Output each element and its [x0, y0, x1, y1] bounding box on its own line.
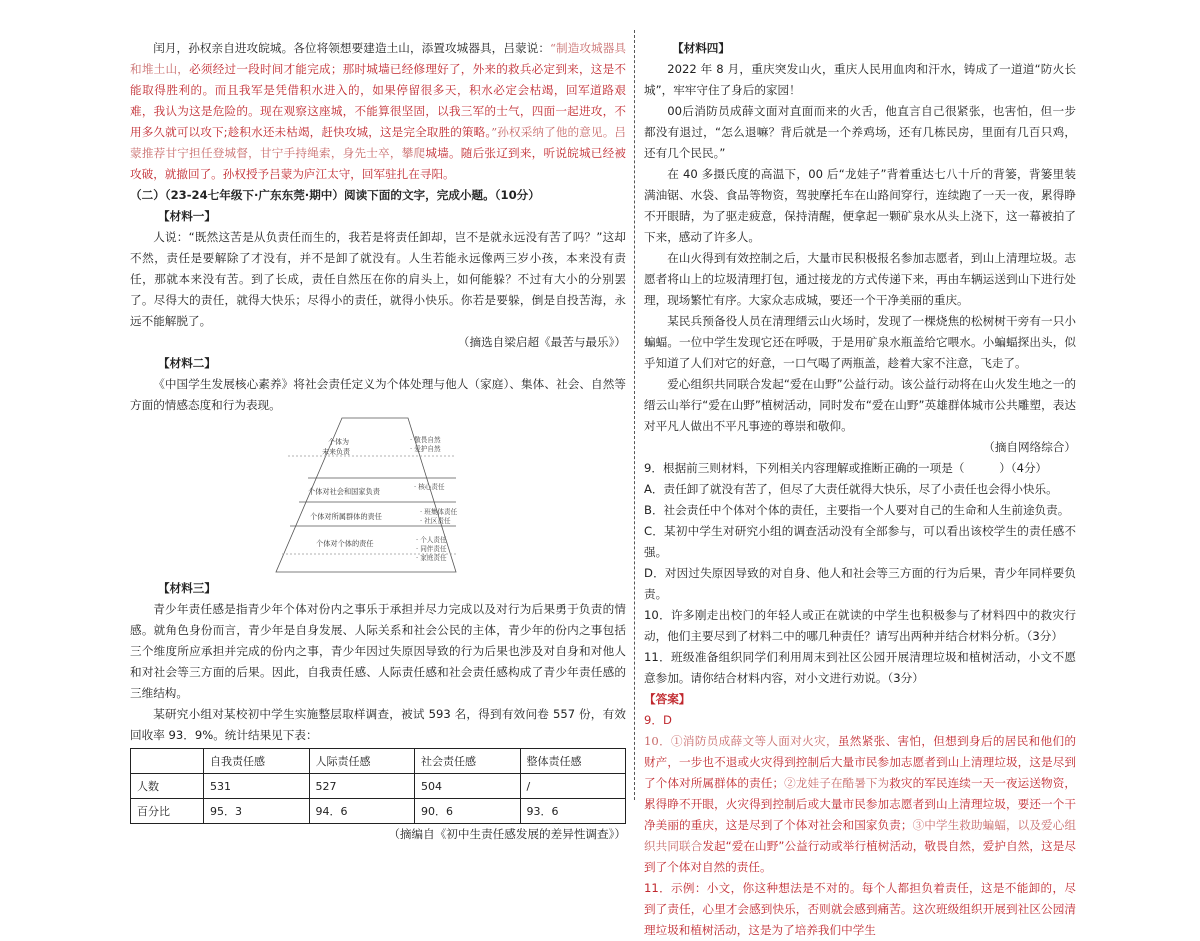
answer-11: 11．示例：小文，你这种想法是不对的。每个人都担负着责任，这是不能卸的，尽到了责任，心里才会感到快乐，否则就会感到痛苦。这次班级组织开展到社区公园清理垃圾和植树活动，这是为了培养我们中学生 [644, 881, 1076, 937]
material-4-paragraph: 00后消防员成薛文面对直面而来的火舌，他直言自己很紧张，也害怕，但一步都没有退过，“怎么退嘛？背后就是一个养鸡场，还有几栋民房，里面有几百只鸡，还有几个民民。” [644, 104, 1076, 160]
table-cell: 95．3 [204, 799, 310, 824]
material-4-source: （摘自网络综合） [983, 440, 1076, 454]
table-cell: / [520, 774, 626, 799]
table-cell: 94．6 [309, 799, 415, 824]
pyramid-note: · 个人责任 [416, 536, 447, 544]
pyramid-note: · 班集体责任 [420, 508, 458, 516]
question-9-option-a: A．责任卸了就没有苦了，但尽了大责任就得大快乐，尽了小责任也会得小快乐。 [644, 482, 1058, 496]
material-4-title: 【材料四】 [672, 41, 730, 55]
question-9: 9．根据前三则材料，下列相关内容理解或推断正确的一项是（ ）（4分） [644, 461, 1048, 475]
table-header-cell: 整体责任感 [520, 749, 626, 774]
material-1-title: 【材料一】 [158, 209, 216, 223]
right-column [644, 38, 1076, 941]
pyramid-level-1-line1: 个体为 [328, 438, 349, 446]
material-2-title: 【材料二】 [158, 356, 216, 370]
table-row [131, 774, 626, 799]
column-divider [634, 30, 635, 800]
table-cell: 531 [204, 774, 310, 799]
material-4-paragraph: 2022 年 8 月，重庆突发山火，重庆人民用血肉和汗水，铸成了一道道“防火长城”，牢牢守住了身后的家园！ [644, 62, 1076, 97]
material-3-text: 青少年责任感是指青少年个体对份内之事乐于承担并尽力完成以及对行为后果勇于负责的情感。就角色身份而言，青少年是自身发展、人际关系和社会公民的主体，青少年的份内之事包括三个维度所应承担并完成的份内之事，青少年因过失原因导致的行为后果也涉及对自身和对他人和对社会等三方面的后果。因此，自我责任感、人际责任感和社会责任感构成了青少年责任感的三维结构。 [130, 602, 626, 700]
responsibility-pyramid [270, 416, 500, 576]
material-1-text: 人说：“既然这苦是从负责任而生的，我若是将责任卸却，岂不是就永远没有苦了吗？”这却不然，责任是要解除了才没有，并不是卸了就没有。人生若能永远像两三岁小孩，本来没有责任，那就本来没有苦。到了长成，责任自然压在你的肩头上，如何能躲？不过有大小的分别罢了。尽得大的责任，就得大快乐；尽得小的责任，就得小快乐。你若是要躲，倒是自投苦海，永远不能解脱了。 [130, 230, 626, 328]
pyramid-level-4: 个体对个体的责任 [316, 539, 374, 548]
material-4-paragraph: 某民兵预备役人员在清理缙云山火场时，发现了一棵烧焦的松树树干旁有一只小蝙蝠。一位中学生发现它还在呼吸，于是用矿泉水瓶盖给它喂水。小蝙蝠探出头，似乎知道了人们对它的好意，一口气喝了两瓶盖，趁着大家不注意，飞走了。 [644, 314, 1076, 370]
pyramid-note: · 同伴责任 [416, 545, 447, 553]
question-9-option-d: D．对因过失原因导致的对自身、他人和社会等三方面的行为后果，青少年同样要负责。 [644, 566, 1076, 601]
table-cell: 93．6 [520, 799, 626, 824]
left-column [130, 38, 626, 845]
text-segment: “制造攻城器具和堆土山， [130, 41, 626, 76]
pyramid-note: · 敬畏自然 [410, 436, 441, 444]
question-9-option-b: B．社会责任中个体对个体的责任，主要指一个人要对自己的生命和人生前途负责。 [644, 503, 1070, 517]
table-cell: 90．6 [415, 799, 521, 824]
text-segment: 发起“爱在山野”公益行动或举行植树活动，敬畏自然，爱护自然，这是尽到了个体对自然的责任。 [644, 839, 1076, 874]
material-4-paragraph: 在山火得到有效控制之后，大量市民积极报名参加志愿者，到山上清理垃圾。志愿者将山上的垃圾清理打包，通过接龙的方式传递下来，再由车辆运送到山下进行处理，现场繁忙有序。大家众志成城，要还一个干净美丽的重庆。 [644, 251, 1076, 307]
table-cell: 527 [309, 774, 415, 799]
table-cell: 人数 [131, 774, 204, 799]
text-segment: 10．①消防员成薛文等人面对火灾， [644, 734, 838, 748]
material-3-title: 【材料三】 [158, 581, 216, 595]
survey-table [130, 748, 626, 824]
question-11: 11．班级准备组织同学们利用周末到社区公园开展清理垃圾和植树活动，小文不愿意参加。请你结合材料内容，对小文进行劝说。（3分） [644, 650, 1076, 685]
table-cell: 百分比 [131, 799, 204, 824]
text-segment: ③中学生救助蝙蝠，以及爱心组织共同联合 [644, 818, 1076, 853]
pyramid-note: · 爱护自然 [410, 445, 441, 453]
text-segment: 救灾的军民连续一天一夜运送物资，累得睁不开眼，火灾得到控制后或大量市民参加志愿者到山上清理垃圾，要还一个干净美丽的重庆，这是尽到了个体对社会和国家负责； [644, 776, 1076, 832]
pyramid-note: · 社区责任 [420, 517, 451, 525]
pyramid-level-1-line2: 未来负责 [322, 448, 350, 456]
question-9-option-c: C．某初中学生对研究小组的调查活动没有全部参与，可以看出该校学生的责任感不强。 [644, 524, 1076, 559]
section-title: （二）（23-24七年级下·广东东莞·期中）阅读下面的文字，完成小题。（10分） [130, 188, 540, 202]
translation-paragraph [130, 38, 626, 185]
table-header-cell: 自我责任感 [204, 749, 310, 774]
answer-9: 9．D [644, 713, 672, 727]
text-segment: 城墙。随后张辽到来，听说皖城已经被攻破，就撤回了。孙权授予吕蒙为庐江太守，回军驻扎在寻阳。 [130, 146, 626, 181]
table-header-cell: 社会责任感 [415, 749, 521, 774]
material-1-source: （摘选自梁启超《最苦与最乐》） [457, 335, 626, 349]
table-cell: 504 [415, 774, 521, 799]
text-segment: ”孙权采纳了他的意见。吕蒙推荐甘宁担任登城督，甘宁手持绳索，身先士卒，攀爬 [130, 125, 626, 160]
pyramid-note: · 核心责任 [414, 483, 445, 491]
material-4-paragraph: 在 40 多摄氏度的高温下，00 后“龙娃子”背着重达七八十斤的背篓，背篓里装满油锯、水袋、食品等物资，驾驶摩托车在山路间穿行，连续跑了一天一夜，累得睁不开眼睛，为了驱走疲意，保持清醒，便拿起一颗矿泉水从头上浇下，这一幕被拍了下来，感动了许多人。 [644, 167, 1076, 244]
table-row [131, 799, 626, 824]
material-2-text: 《中国学生发展核心素养》将社会责任定义为个体处理与他人（家庭）、集体、社会、自然等方面的情感态度和行为表现。 [130, 377, 626, 412]
material-3-survey: 某研究小组对某校初中学生实施整层取样调查，被试 593 名，得到有效问卷 557 份，有效回收率 93．9%。统计结果见下表： [130, 707, 626, 742]
answer-10 [644, 731, 1076, 878]
text-segment: 虽然紧张、害怕，但想到身后的居民和他们的财产，一步也不退或火灾得到控制后大量市民参加志愿者到山上清理垃圾，这是尽到了个体对所属群体的责任； [644, 734, 1076, 790]
material-4-paragraph: 爱心组织共同联合发起“爱在山野”公益行动。该公益行动将在山火发生地之一的缙云山举行“爱在山野”植树活动，同时发布“爱在山野”英雄群体城市公共雕塑，表达对平凡人做出不平凡事迹的尊崇和敬仰。 [644, 377, 1076, 433]
text-segment: ②龙娃子在酷暑下为 [784, 776, 890, 790]
text-segment: 闰月，孙权亲自进攻皖城。各位将领想要建造土山，添置攻城器具，吕蒙说： [153, 41, 551, 55]
text-segment: 必须经过一段时间才能完成；那时城墙已经修理好了，外来的救兵必定到来，这是不能取得胜利的。而且我军是凭借积水进入的，如果停留很多天，积水必定会枯竭，回军道路艰难，我认为这是危险的。现在观察这座城，不能算很坚固，以我三军的士气，四面一起进攻，不用多久就可以攻下;趁积水还未枯竭，赶快攻城，这是完全取胜的策略。 [130, 62, 626, 139]
pyramid-note: · 家庭责任 [416, 554, 447, 562]
table-header-cell [131, 749, 204, 774]
table-header-cell: 人际责任感 [309, 749, 415, 774]
material-3-source: （摘编自《初中生责任感发展的差异性调查》） [388, 827, 626, 841]
table-header-row [131, 749, 626, 774]
pyramid-level-3: 个体对所属群体的责任 [310, 512, 382, 521]
question-10: 10．许多刚走出校门的年轻人或正在就读的中学生也积极参与了材料四中的救灾行动，他们主要尽到了材料二中的哪几种责任？请写出两种并结合材料分析。（3分） [644, 608, 1076, 643]
answer-title: 【答案】 [644, 692, 691, 706]
pyramid-level-2: 个体对社会和国家负责 [308, 487, 380, 496]
